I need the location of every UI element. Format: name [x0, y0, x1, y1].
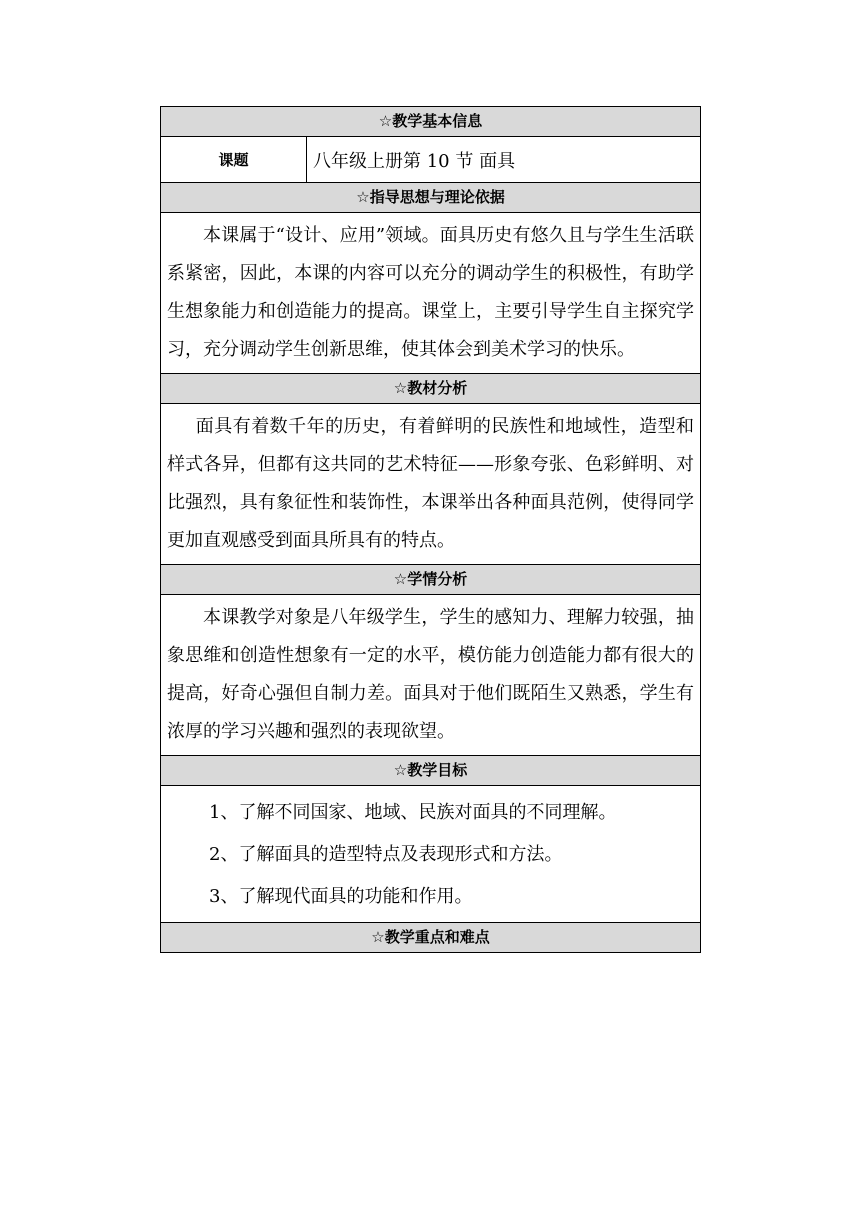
objectives-cell — [161, 786, 701, 923]
section-header-textbook — [161, 374, 701, 404]
section-header-guiding — [161, 183, 701, 213]
students-paragraph: 本课教学对象是八年级学生，学生的感知力、理解力较强，抽象思维和创造性想象有一定的水平，模仿能力创造能力都有很大的提高，好奇心强但自制力差。面具对于他们既陌生又熟悉，学生有浓厚的学习兴趣和强烈的表现欲望。 — [167, 607, 695, 742]
students-cell — [161, 595, 701, 756]
section-title: ☆教学目标 — [161, 756, 701, 786]
section-title: ☆教学基本信息 — [161, 107, 701, 137]
textbook-row — [161, 404, 701, 565]
section-header-students — [161, 565, 701, 595]
section-header-objectives — [161, 756, 701, 786]
objectives-row — [161, 786, 701, 923]
textbook-cell — [161, 404, 701, 565]
guiding-cell — [161, 213, 701, 374]
section-header-basic-info — [161, 107, 701, 137]
objective-item: 3、了解现代面具的功能和作用。 — [209, 886, 473, 907]
objective-item: 2、了解面具的造型特点及表现形式和方法。 — [209, 844, 563, 865]
section-title: ☆指导思想与理论依据 — [161, 183, 701, 213]
topic-row — [161, 137, 701, 183]
guiding-row — [161, 213, 701, 374]
topic-label: 课题 — [161, 137, 307, 183]
lesson-plan-table — [160, 106, 701, 953]
guiding-paragraph: 本课属于“设计、应用”领域。面具历史有悠久且与学生生活联系紧密，因此，本课的内容可以充分的调动学生的积极性，有助学生想象能力和创造能力的提高。课堂上，主要引导学生自主探究学习，充分调动学生创新思维，使其体会到美术学习的快乐。 — [167, 225, 695, 360]
section-title: ☆教学重点和难点 — [161, 923, 701, 953]
topic-value: 八年级上册第 10 节 面具 — [307, 137, 701, 183]
objective-item: 1、了解不同国家、地域、民族对面具的不同理解。 — [209, 802, 617, 823]
section-header-key-points — [161, 923, 701, 953]
textbook-paragraph: 面具有着数千年的历史，有着鲜明的民族性和地域性，造型和样式各异，但都有这共同的艺术特征——形象夸张、色彩鲜明、对比强烈，具有象征性和装饰性，本课举出各种面具范例，使得同学更加直观感受到面具所具有的特点。 — [167, 416, 695, 551]
section-title: ☆教材分析 — [161, 374, 701, 404]
students-row — [161, 595, 701, 756]
section-title: ☆学情分析 — [161, 565, 701, 595]
